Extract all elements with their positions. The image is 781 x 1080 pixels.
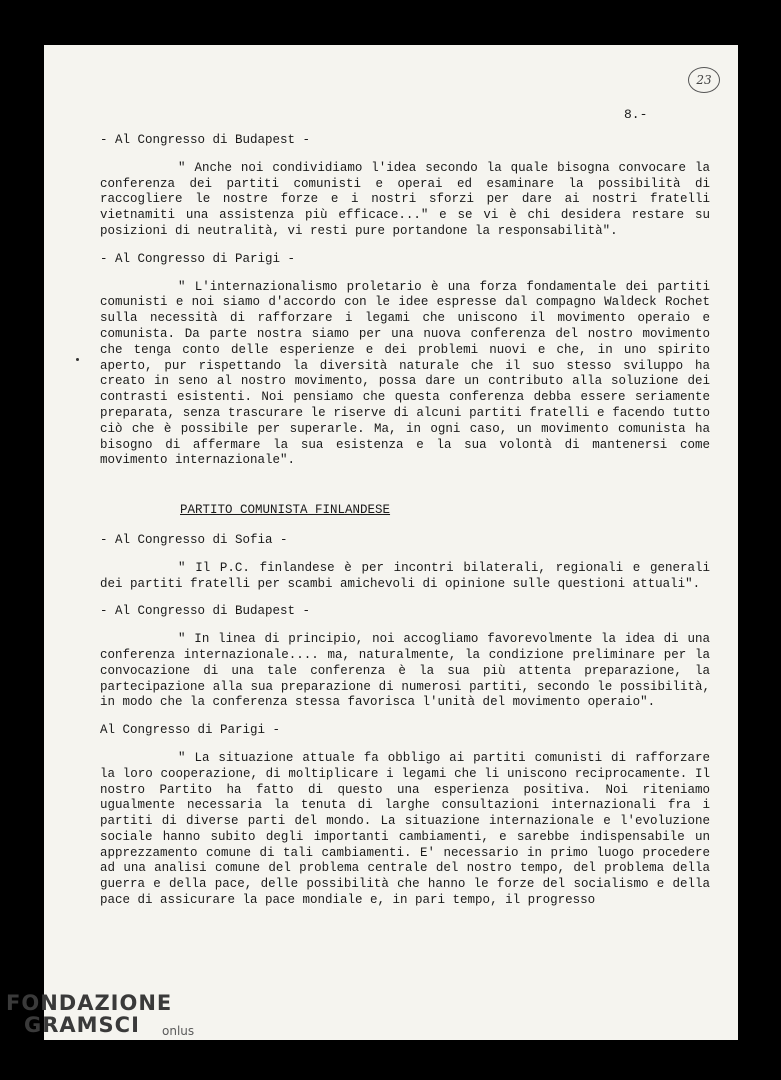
page-number: 8.- — [624, 107, 648, 122]
section-heading-parigi-1: - Al Congresso di Parigi - — [100, 251, 296, 266]
section-heading-sofia: - Al Congresso di Sofia - — [100, 532, 288, 547]
section-heading-budapest-1: - Al Congresso di Budapest - — [100, 133, 311, 147]
paragraph-budapest-1: " Anche noi condividiamo l'idea secondo la quale bisogna convocare la conferenza dei partiti comunisti e operai ed esaminare la possibilità di raccogliere le nostre forze e i nostri sforzi per dare ai nostri fratelli vietnamiti una assistenza più efficace..." e se vi è chi desidera restare su posizioni di neutralità, vi resti pure portandone la responsabilità". — [100, 160, 710, 238]
paragraph-budapest-2: " In linea di principio, noi accogliamo favorevolmente la idea di una conferenza internazionale.... ma, naturalmente, la condizione preliminare per la convocazione di una tale conferenza è la sua più attenta preparazione, la partecipazione alla sua preparazione di numerosi partiti, secondo le possibilità, in modo che la conferenza stessa favorisca l'unità del movimento operaio". — [100, 632, 710, 710]
paragraph-sofia: " Il P.C. finlandese è per incontri bilaterali, regionali e generali dei partiti fratelli per scambi amichevoli di opinione sulle questioni attuali". — [100, 560, 710, 591]
margin-dot — [76, 358, 79, 361]
watermark-line-1: FONDAZIONE — [6, 991, 173, 1015]
fondazione-gramsci-watermark — [6, 991, 195, 1038]
section-heading-budapest-2: - Al Congresso di Budapest - — [100, 604, 311, 619]
watermark-onlus: onlus — [162, 1024, 195, 1038]
watermark-line-2: GRAMSCI — [24, 1013, 140, 1037]
archive-page-stamp: 23 — [688, 67, 720, 93]
document-page — [44, 45, 738, 1040]
typewritten-text — [100, 133, 710, 921]
paragraph-parigi-1: " L'internazionalismo proletario è una forza fondamentale dei partiti comunisti e noi siamo d'accordo con le idee espresse dal compagno Waldeck Rochet sulla necessità di rafforzare i legami che uniscono il movimento operaio e comunista. Da parte nostra siamo per una nuova conferenza del nostro movimento che tenga conto delle esperienze e dei problemi nuovi e che, in uno spirito aperto, pur rispettando la diversità naturale che il suo stesso sviluppo ha creato in seno al nostro movimento, possa dare un contributo alla soluzione dei contrasti esistenti. Noi pensiamo che questa conferenza debba essere seriamente preparata, senza trascurare le riserve di alcuni partiti fratelli e facendo tutto ciò che è possibile per superarle. Ma, in ogni caso, un movimento comunista ha bisogno di affermare la sua esistenza e la sua volontà di mantenersi come movimento internazionale". — [100, 279, 710, 468]
paragraph-parigi-2: " La situazione attuale fa obbligo ai partiti comunisti di rafforzare la loro cooperazione, di moltiplicare i legami che li uniscono reciprocamente. Il nostro Partito ha fatto di questo una esperienza positiva. Noi riteniamo ugualmente necessaria la tenuta di larghe consultazioni internazionali fra i partiti di diverse parti del mondo. La situazione internazionale e l'evoluzione sociale hanno subito degli importanti cambiamenti, e sarebbe indispensabile un apprezzamento comune di tali cambiamenti. E' necessario in primo luogo procedere ad una analisi comune del problema centrale del nostro tempo, del problema della guerra e della pace, delle possibilità che hanno le forze del socialismo e della pace di assicurare la pace mondiale e, in pari tempo, il progresso — [100, 750, 710, 908]
party-title-finlandese: PARTITO COMUNISTA FINLANDESE — [180, 503, 391, 518]
section-heading-parigi-2: Al Congresso di Parigi - — [100, 723, 281, 738]
